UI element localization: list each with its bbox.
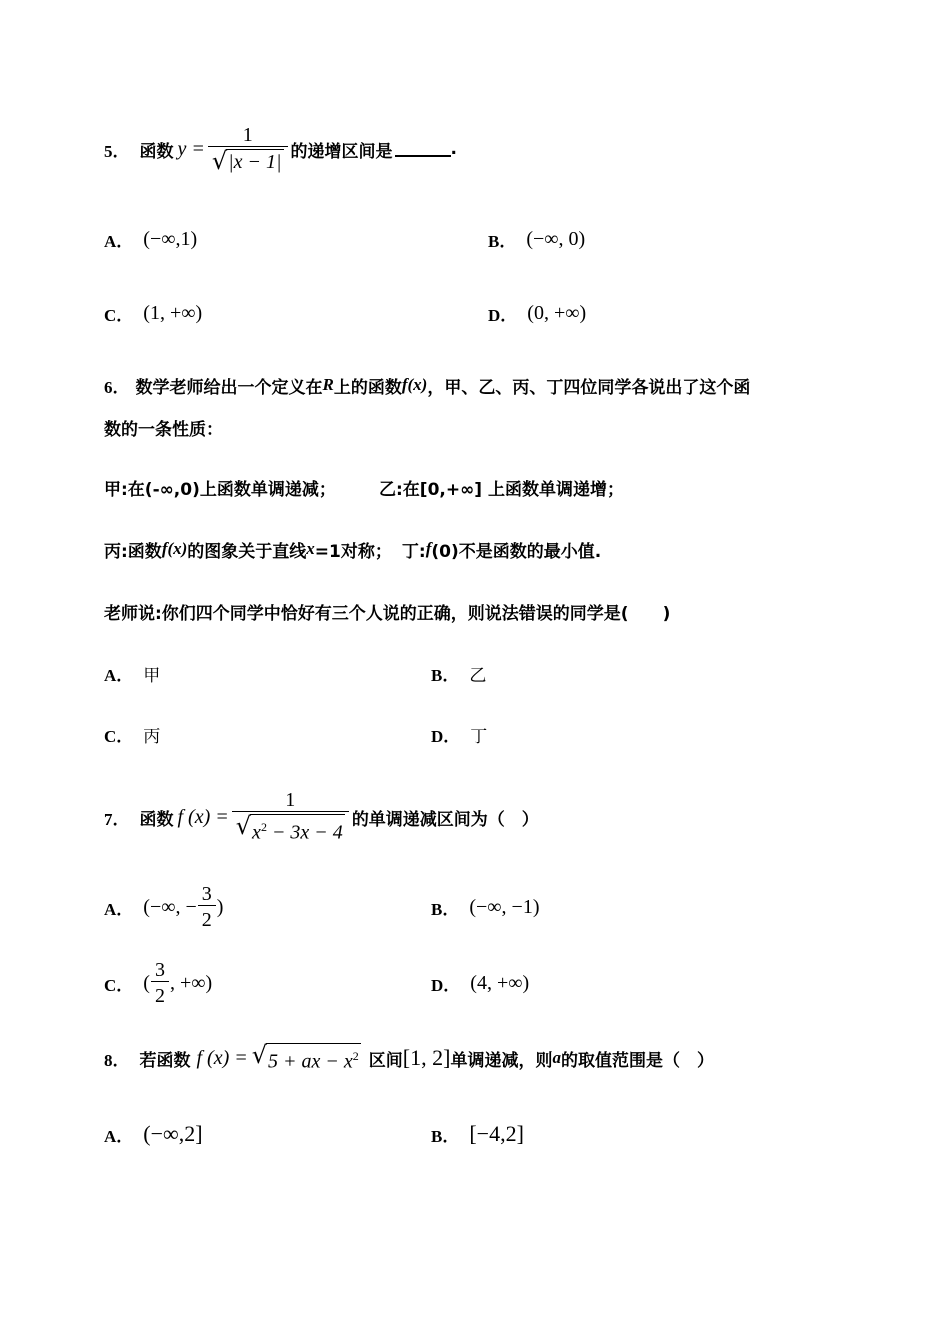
q7-option-c-num: 3	[154, 958, 165, 981]
q5-lead: 函数	[139, 141, 174, 162]
q7-den-x: x	[252, 821, 261, 844]
q7-den-rest: − 3x − 4	[266, 821, 343, 844]
q8-tail-var: a	[552, 1048, 561, 1067]
q6-option-c-value: 丙	[143, 726, 161, 747]
q6-ding-b: (0)不是函数的最小值.	[431, 541, 602, 562]
q6-bing-f: f(x)	[161, 539, 188, 558]
q8-interval: [1, 2]	[402, 1045, 451, 1070]
q8-option-a[interactable]	[104, 1118, 203, 1150]
q6-stem-line1	[104, 370, 750, 400]
q5-option-c-label: C．	[104, 305, 134, 325]
q5-end: .	[450, 139, 458, 159]
q6-stem-line2	[104, 412, 223, 442]
q5-lhs: y =	[177, 137, 205, 160]
q5-option-b-label: B．	[488, 231, 517, 251]
q7-option-c-pre: (	[143, 971, 150, 994]
q7-option-a-den: 2	[198, 905, 216, 932]
q8-option-b-label: B．	[431, 1126, 460, 1146]
q5-option-c-value: (1, +∞)	[143, 301, 203, 324]
q5-stem	[104, 116, 457, 182]
q7-option-a[interactable]	[104, 880, 223, 934]
q8-option-b[interactable]	[431, 1118, 524, 1150]
q6-option-b[interactable]	[431, 658, 486, 688]
q5-option-d-label: D．	[488, 305, 518, 325]
q6-option-a-value: 甲	[143, 665, 161, 686]
q8-lead: 若函数	[139, 1050, 191, 1071]
q7-option-b-label: B．	[431, 899, 460, 919]
q6-line1-mid: 上的函数	[333, 377, 402, 398]
q6-bing-c: =1对称；	[314, 541, 392, 562]
q7-option-d[interactable]	[431, 968, 529, 998]
q6-bing-x: x	[306, 539, 315, 558]
q5-option-c[interactable]	[104, 298, 202, 328]
q6-jia-text: 甲:在(-∞,0)上函数单调递减；	[104, 479, 336, 500]
q7-option-b[interactable]	[431, 892, 539, 922]
q6-option-d[interactable]	[431, 719, 487, 749]
q7-option-a-pre: (−∞, −	[143, 895, 197, 918]
q6-teacher-line	[104, 596, 670, 626]
q6-option-d-value: 丁	[470, 726, 488, 747]
q6-ding-f: f	[425, 539, 432, 558]
q7-tail: 的单调递减区间为（ ）	[351, 809, 539, 830]
q6-line2-text: 数的一条性质：	[104, 419, 223, 440]
q5-sqrt: √ |x − 1|	[211, 147, 282, 175]
q7-stem	[104, 786, 539, 848]
q7-option-a-num: 3	[201, 882, 212, 905]
q6-line1-R: R	[322, 375, 334, 394]
q6-ding-a: 丁:	[401, 541, 426, 562]
q7-option-a-fraction	[198, 883, 216, 932]
q7-sqrt: √ $x^2 - 3x - 4$	[235, 812, 343, 844]
q6-option-b-label: B．	[431, 665, 460, 685]
q8-number: 8．	[104, 1050, 130, 1070]
q6-option-a[interactable]	[104, 658, 160, 688]
q8-sqrt: √ 5 + ax − $x^2$	[251, 1040, 359, 1073]
q6-statement-jia	[104, 472, 336, 502]
q6-bing-a: 丙:函数	[104, 541, 162, 562]
q6-statement-yi	[379, 472, 624, 502]
q7-option-d-label: D．	[431, 975, 461, 995]
q7-option-c[interactable]	[104, 956, 212, 1010]
q7-option-c-fraction	[151, 959, 169, 1008]
q5-answer-blank[interactable]	[395, 141, 451, 157]
q7-option-d-value: (4, +∞)	[470, 971, 530, 994]
q5-option-d[interactable]	[488, 298, 586, 328]
q5-option-a[interactable]	[104, 224, 197, 254]
q8-mid: 区间	[368, 1050, 403, 1071]
q7-lead: 函数	[139, 809, 174, 830]
q8-radicand-sup: 2	[352, 1048, 359, 1063]
q7-option-a-label: A．	[104, 899, 134, 919]
q6-line1-text: 数学老师给出一个定义在	[135, 377, 323, 398]
q6-yi-text: 乙:在[0,+∞] 上函数单调递增；	[379, 479, 624, 500]
q7-option-b-value: (−∞, −1)	[469, 895, 540, 918]
q5-option-b[interactable]	[488, 224, 585, 254]
q7-option-c-den: 2	[151, 981, 169, 1008]
q5-option-d-value: (0, +∞)	[527, 301, 587, 324]
q8-option-b-value: [−4,2]	[469, 1121, 524, 1146]
q6-statement-bing-ding	[104, 534, 601, 564]
q8-tail-a: 单调递减，则	[450, 1050, 553, 1071]
q7-option-c-label: C．	[104, 975, 134, 995]
q7-option-a-post: )	[216, 895, 224, 918]
q7-lhs: f (x) =	[177, 805, 229, 828]
q5-option-b-value: (−∞, 0)	[526, 227, 586, 250]
q8-lhs: f (x) =	[196, 1046, 248, 1069]
q7-option-c-post: , +∞)	[169, 971, 213, 994]
q5-tail: 的递增区间是	[290, 141, 393, 162]
q7-frac-num: 1	[285, 789, 296, 812]
q6-line1-f: f(x)	[401, 375, 428, 394]
q7-den-sup: 2	[260, 820, 267, 835]
q5-frac-den: |x − 1|	[228, 151, 282, 173]
q6-option-b-value: 乙	[469, 665, 487, 686]
q8-option-a-value: (−∞,2]	[143, 1121, 203, 1146]
q6-option-c-label: C．	[104, 726, 134, 746]
q8-tail-b: 的取值范围是（ ）	[560, 1050, 714, 1071]
q6-line1-tail: ，甲、乙、丙、丁四位同学各说出了这个函	[427, 377, 751, 398]
q5-option-a-label: A．	[104, 231, 134, 251]
q8-stem	[104, 1040, 714, 1076]
q6-option-a-label: A．	[104, 665, 134, 685]
q7-fraction	[232, 789, 349, 845]
q7-number: 7．	[104, 809, 130, 829]
q5-fraction	[208, 124, 288, 174]
q6-bing-b: 的图象关于直线	[187, 541, 307, 562]
q6-option-c[interactable]	[104, 719, 160, 749]
q5-frac-num: 1	[242, 124, 253, 146]
q6-option-d-label: D．	[431, 726, 461, 746]
q5-option-a-value: (−∞,1)	[143, 227, 198, 250]
q5-number: 5．	[104, 141, 130, 161]
q8-option-a-label: A．	[104, 1126, 134, 1146]
q8-radicand: 5 + ax − x	[268, 1050, 353, 1073]
q6-teacher-text: 老师说:你们四个同学中恰好有三个人说的正确，则说法错误的同学是( )	[104, 603, 671, 624]
q6-number: 6．	[104, 377, 130, 397]
